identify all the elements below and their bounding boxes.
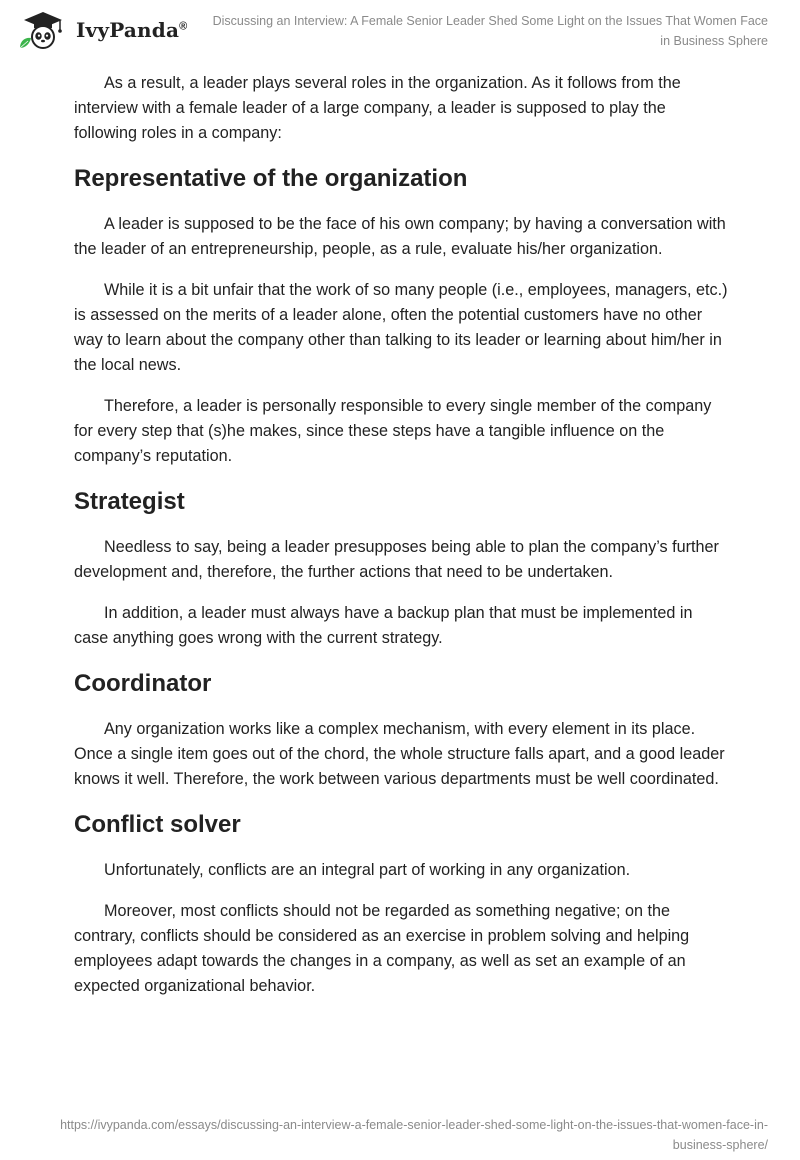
logo-text: IvyPanda®: [76, 18, 188, 42]
heading-conflict-solver: Conflict solver: [74, 811, 241, 838]
source-url[interactable]: [48, 1115, 768, 1155]
ivypanda-logo[interactable]: [14, 10, 187, 50]
document-title: [208, 11, 768, 51]
document-title-line-2: in Business Sphere: [660, 34, 768, 48]
page-header: [0, 0, 800, 62]
paragraph: Needless to say, being a leader presupposes being able to plan the company’s further development and, therefore, the further actions that need to be undertaken.: [74, 538, 719, 581]
source-url-line-2: business-sphere/: [672, 1138, 768, 1152]
paragraph: Moreover, most conflicts should not be regarded as something negative; on the contrary, conflicts should be considered as an exercise in problem solving and helping employees adapt towards the changes in a company, as well as set an example of an expected organizational behavior.: [74, 902, 690, 995]
paragraph: While it is a bit unfair that the work of so many people (i.e., employees, managers, etc.) is assessed on the merits of a leader alone, often the potential customers have no other way to learn about the company other than talking to its leader or learning about him/her in the local news.: [74, 281, 728, 374]
essay-body: [74, 71, 728, 1015]
source-url-line-1: https://ivypanda.com/essays/discussing-an-interview-a-female-senior-leader-shed-some-light-on-the-issues-that-women-face-in-: [60, 1118, 768, 1132]
heading-strategist: Strategist: [74, 488, 185, 515]
paragraph: Any organization works like a complex mechanism, with every element in its place. Once a single item goes out of the chord, the whole structure falls apart, and a good leader knows it well. Therefore, the work between various departments must be well coordinated.: [74, 720, 725, 788]
paragraph: A leader is supposed to be the face of his own company; by having a conversation with the leader of an entrepreneurship, people, as a rule, evaluate his/her organization.: [74, 215, 726, 258]
paragraph: In addition, a leader must always have a backup plan that must be implemented in case anything goes wrong with the current strategy.: [74, 604, 693, 647]
paragraph: Unfortunately, conflicts are an integral part of working in any organization.: [104, 861, 631, 879]
document-title-line-1: Discussing an Interview: A Female Senior Leader Shed Some Light on the Issues That Women Face: [212, 14, 768, 28]
intro-paragraph: As a result, a leader plays several roles in the organization. As it follows from the interview with a female leader of a large company, a leader is supposed to play the following roles in a company:: [74, 74, 681, 142]
heading-representative: Representative of the organization: [74, 165, 468, 192]
paragraph: Therefore, a leader is personally responsible to every single member of the company for every step that (s)he makes, since these steps have a tangible influence on the company’s reputation.: [74, 397, 712, 465]
panda-graduate-icon: [14, 10, 72, 50]
heading-coordinator: Coordinator: [74, 670, 212, 697]
